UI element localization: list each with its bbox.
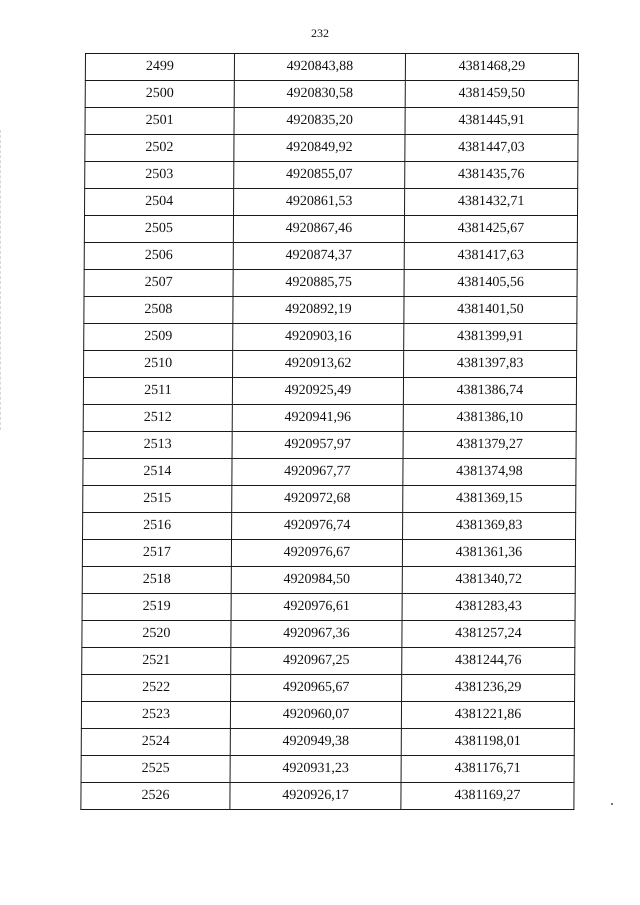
scan-edge-mark [0,130,2,430]
y-coordinate-cell: 4381374,98 [403,459,576,486]
x-coordinate-cell: 4920965,67 [231,675,402,702]
x-coordinate-cell: 4920976,74 [232,513,403,540]
x-coordinate-cell: 4920960,07 [230,702,401,729]
table-row [84,297,577,324]
table-row [81,756,574,783]
x-coordinate-cell: 4920849,92 [234,135,405,162]
y-coordinate-cell: 4381244,76 [402,648,575,675]
x-coordinate-cell: 4920949,38 [230,729,401,756]
point-number-cell: 2501 [85,108,234,135]
x-coordinate-cell: 4920867,46 [233,216,404,243]
point-number-cell: 2503 [85,162,234,189]
x-coordinate-cell: 4920967,25 [231,648,402,675]
x-coordinate-cell: 4920931,23 [230,756,401,783]
y-coordinate-cell: 4381425,67 [404,216,577,243]
point-number-cell: 2509 [84,324,233,351]
table-row [81,729,574,756]
y-coordinate-cell: 4381386,10 [403,405,576,432]
table-row [85,81,578,108]
y-coordinate-cell: 4381432,71 [405,189,578,216]
table-row [83,513,576,540]
point-number-cell: 2499 [85,54,234,81]
table-row [83,378,576,405]
table-row [85,108,578,135]
y-coordinate-cell: 4381399,91 [404,324,577,351]
x-coordinate-cell: 4920835,20 [234,108,405,135]
y-coordinate-cell: 4381340,72 [402,567,575,594]
point-number-cell: 2525 [81,756,230,783]
y-coordinate-cell: 4381369,83 [403,513,576,540]
point-number-cell: 2523 [81,702,230,729]
table-row [81,702,574,729]
x-coordinate-cell: 4920830,58 [234,81,405,108]
y-coordinate-cell: 4381221,86 [401,702,574,729]
point-number-cell: 2500 [85,81,234,108]
x-coordinate-cell: 4920926,17 [230,783,401,810]
x-coordinate-cell: 4920967,77 [232,459,403,486]
point-number-cell: 2506 [84,243,233,270]
y-coordinate-cell: 4381361,36 [402,540,575,567]
point-number-cell: 2511 [83,378,232,405]
x-coordinate-cell: 4920976,67 [231,540,402,567]
point-number-cell: 2524 [81,729,230,756]
table-row [84,243,577,270]
x-coordinate-cell: 4920874,37 [233,243,404,270]
point-number-cell: 2508 [84,297,233,324]
point-number-cell: 2517 [82,540,231,567]
point-number-cell: 2504 [85,189,234,216]
table-row [83,459,576,486]
table-row [84,324,577,351]
x-coordinate-cell: 4920861,53 [234,189,405,216]
table-row [85,189,578,216]
point-number-cell: 2507 [84,270,233,297]
table-row [83,486,576,513]
page-number: 232 [311,26,329,40]
point-number-cell: 2522 [82,675,231,702]
y-coordinate-cell: 4381435,76 [405,162,578,189]
point-number-cell: 2519 [82,594,231,621]
coordinates-table-body [81,54,579,810]
table-row [85,135,578,162]
point-number-cell: 2512 [83,405,232,432]
point-number-cell: 2520 [82,621,231,648]
y-coordinate-cell: 4381417,63 [404,243,577,270]
table-row [83,405,576,432]
x-coordinate-cell: 4920925,49 [232,378,403,405]
x-coordinate-cell: 4920957,97 [232,432,403,459]
table-row [83,432,576,459]
point-number-cell: 2502 [85,135,234,162]
x-coordinate-cell: 4920984,50 [231,567,402,594]
table-row [85,162,578,189]
table-row [82,675,575,702]
table-row [84,351,577,378]
x-coordinate-cell: 4920843,88 [234,54,405,81]
y-coordinate-cell: 4381397,83 [404,351,577,378]
scan-dot-mark [611,803,613,805]
table-row [82,621,575,648]
x-coordinate-cell: 4920903,16 [233,324,404,351]
point-number-cell: 2516 [83,513,232,540]
y-coordinate-cell: 4381459,50 [405,81,578,108]
point-number-cell: 2513 [83,432,232,459]
x-coordinate-cell: 4920885,75 [233,270,404,297]
point-number-cell: 2518 [82,567,231,594]
point-number-cell: 2521 [82,648,231,675]
point-number-cell: 2514 [83,459,232,486]
y-coordinate-cell: 4381176,71 [401,756,574,783]
table-row [82,594,575,621]
y-coordinate-cell: 4381257,24 [402,621,575,648]
point-number-cell: 2526 [81,783,230,810]
table-row [82,567,575,594]
y-coordinate-cell: 4381169,27 [401,783,574,810]
point-number-cell: 2510 [84,351,233,378]
coordinates-table [80,53,579,810]
y-coordinate-cell: 4381379,27 [403,432,576,459]
y-coordinate-cell: 4381198,01 [401,729,574,756]
y-coordinate-cell: 4381405,56 [404,270,577,297]
table-row [81,783,574,810]
x-coordinate-cell: 4920855,07 [234,162,405,189]
y-coordinate-cell: 4381447,03 [405,135,578,162]
table-row [82,648,575,675]
x-coordinate-cell: 4920941,96 [232,405,403,432]
y-coordinate-cell: 4381283,43 [402,594,575,621]
y-coordinate-cell: 4381401,50 [404,297,577,324]
y-coordinate-cell: 4381369,15 [403,486,576,513]
y-coordinate-cell: 4381445,91 [405,108,578,135]
table-row [82,540,575,567]
x-coordinate-cell: 4920967,36 [231,621,402,648]
y-coordinate-cell: 4381468,29 [405,54,578,81]
y-coordinate-cell: 4381236,29 [402,675,575,702]
point-number-cell: 2515 [83,486,232,513]
table-row [84,216,577,243]
table-row [84,270,577,297]
x-coordinate-cell: 4920913,62 [233,351,404,378]
table-row [85,54,578,81]
x-coordinate-cell: 4920972,68 [232,486,403,513]
point-number-cell: 2505 [84,216,233,243]
y-coordinate-cell: 4381386,74 [403,378,576,405]
x-coordinate-cell: 4920976,61 [231,594,402,621]
x-coordinate-cell: 4920892,19 [233,297,404,324]
